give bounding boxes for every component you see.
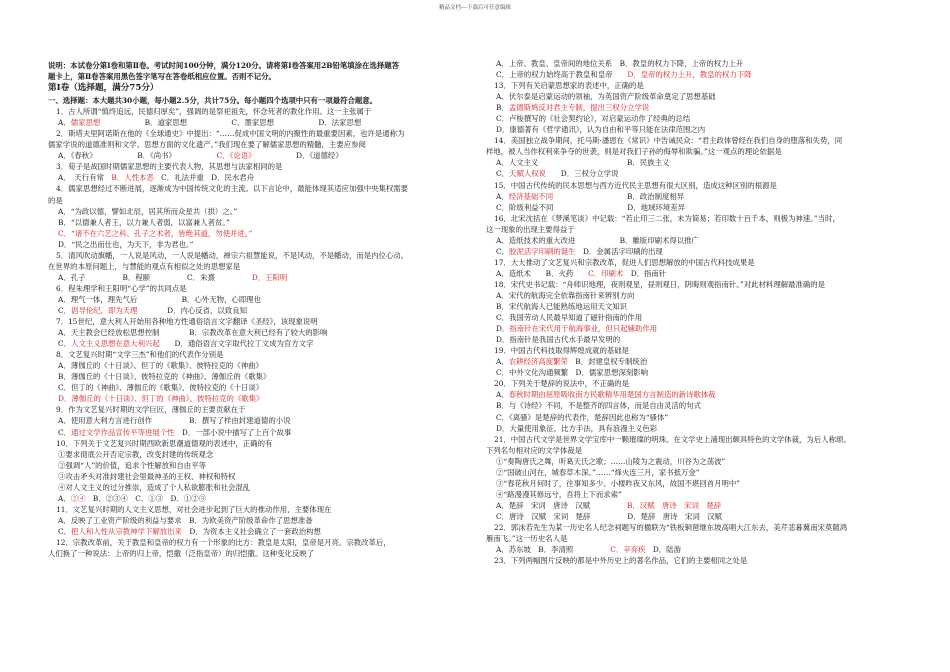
text-span: 指南针在宋代用于航海事业，但只起辅助作用 bbox=[509, 324, 658, 334]
right-line: ③“春花秋月何时了，往事知多少。小楼昨夜又东风，故国不堪回首月明中” bbox=[496, 478, 741, 488]
right-line: D．大量使用象征、比方手法，具有浪漫主义色彩 bbox=[496, 423, 658, 433]
right-line bbox=[486, 246, 916, 257]
text-span: A． bbox=[496, 390, 509, 400]
left-line: 儒家学说的道德准则和文学、思想方面的文化遗产。”我们现在要了解儒家思想的精髓，主要应参阅 bbox=[48, 140, 366, 150]
right-line: 这一现象的出现主要得益于 bbox=[486, 224, 575, 234]
right-line: 17．大大推动了文艺复兴和宗教改革，促进人们思想解放的中国古代科技成果是 bbox=[494, 257, 755, 267]
right-line: C．唐诗 汉赋 宋词 楚辞 D．楚辞 唐诗 宋词 汉赋 bbox=[496, 511, 722, 521]
left-line: 4．儒家思想经过不断进展，逐渐成为中国传统文化的主流。以下言论中，最能体现其适应加强中央集权需要 bbox=[56, 184, 409, 194]
left-line: ①要求彻底公开否定宗教，改变封建的传统观念 bbox=[58, 449, 214, 459]
text-span: D．三权分立学说 bbox=[546, 169, 619, 179]
left-line bbox=[48, 305, 474, 316]
text-span: A．造纸术 B．火药 bbox=[496, 268, 589, 278]
text-span: C．印刷术 bbox=[588, 268, 624, 278]
right-line: 下列名句相对应的文学体裁是 bbox=[486, 445, 583, 455]
right-line bbox=[486, 102, 916, 113]
right-line bbox=[486, 323, 916, 334]
right-line: C．卢梭撰写的《社会契约论》，对启蒙运动作了经典的总结 bbox=[496, 114, 691, 124]
left-line bbox=[48, 526, 474, 537]
left-line: 5．清风吹动旗幡，一人说是风动，一人说是幡动，禅宗六祖慧能说，不是风动，不是幡动，而是内位心动。 bbox=[56, 250, 409, 260]
left-line: 说明：本试卷分第Ⅰ卷和第Ⅱ卷。考试时间100分钟，满分120分。请将第Ⅰ卷答案用2B铅笔填涂在选择题答 bbox=[48, 61, 400, 70]
text-span: A．孔子 B．程颐 C．朱熹 bbox=[58, 272, 252, 282]
left-line: ②强调“人”的价值，追求个性解放和自由平等 bbox=[58, 460, 206, 470]
text-span: D．陆游 bbox=[645, 545, 681, 555]
right-line: 20．下列关于楚辞的说法中，不正确的是 bbox=[494, 379, 630, 389]
left-line: A．薄伽丘的《十日谈》、但丁的《歌集》、彼特拉克的《神曲》 bbox=[58, 361, 263, 371]
text-span: 农耕经济高度繁荣 bbox=[508, 357, 568, 367]
right-line: ①“奏陶唐氏之舞，听葛天氏之歌；……山陵为之震动，川谷为之荡波” bbox=[496, 456, 726, 466]
left-line: B．薄伽丘的《十日谈》、彼特拉克的《神曲》、薄伽丘的《歌集》 bbox=[58, 372, 271, 382]
text-span: A． bbox=[496, 191, 509, 201]
text-span: C．上帝的权力始终高于教皇和皇帝 bbox=[496, 70, 628, 80]
right-line bbox=[486, 544, 916, 555]
text-span: C． bbox=[58, 427, 72, 437]
left-line: 题卡上，第Ⅱ卷答案用黑色签字笔写在答卷纸相应位置。否则不记分。 bbox=[48, 72, 276, 82]
right-line bbox=[486, 268, 916, 279]
right-line: D．指南针是我国古代水手最早发明的 bbox=[496, 335, 621, 345]
text-span: 天赋人权说 bbox=[509, 169, 547, 179]
right-line: C．中外文化沟通频繁 D．儒家思想深刻影响 bbox=[496, 368, 649, 378]
text-span: C． bbox=[496, 246, 510, 256]
left-column bbox=[48, 60, 474, 559]
text-span: C． bbox=[496, 169, 510, 179]
left-line: 10．下列关于文艺复兴时期西欧新思潮道德观的表述中，正确的有 bbox=[56, 438, 273, 448]
left-line: 人们换了一种说法：上帝的归上帝，恺撒（泛指皇帝）的归恺撒。这种变化反映了 bbox=[48, 549, 315, 559]
left-line: 11．文艺复兴时期的人文主义思想，对社会进步起到了巨大的推动作用，主要体现在 bbox=[56, 504, 332, 514]
left-line: D．“民之出而仕也，为天下，非为君也。” bbox=[58, 239, 194, 249]
text-span: D．内心反省，以致良知 bbox=[137, 305, 247, 315]
text-span: C．《论语》 bbox=[216, 151, 252, 161]
text-span: D．为资本主义社会确立了一套政治构想 bbox=[181, 526, 321, 536]
text-span: 通过文学作品宣传平等进展个性 bbox=[71, 427, 175, 437]
text-span: D． bbox=[496, 324, 510, 334]
right-line: B．与《诗经》不同，不是整齐的四言体，而是自由灵活的句式 bbox=[496, 401, 701, 411]
text-span: C． bbox=[58, 305, 72, 315]
text-span: 人文主义思想在意大利兴起 bbox=[71, 339, 160, 349]
left-line: 7．15世纪，意大利人开始用各种地方性通俗语言文字翻译《圣经》，该现象说明 bbox=[56, 317, 318, 327]
left-line: B．“以德兼人者王，以力兼人者弱，以富兼人者贫。” bbox=[58, 217, 230, 227]
left-line: 的是 bbox=[48, 195, 63, 205]
right-line: 15．中国古代传统的民本思想与西方近代民主思想有很大区别，造成这种区别的根源是 bbox=[494, 180, 777, 190]
text-span: B．封建皇权专制统治 bbox=[567, 357, 648, 367]
right-line: 21．中国古代文学是世界文学宝库中一颗璀璨的明珠。在文学史上涌现出颇具特色的文学体裁，为后人称颂。 bbox=[494, 434, 851, 444]
right-line: 16．北宋沈括在《梦溪笔谈》中记载：“若止印三二张，未为简易；若印数十百千本，则极为神速。”当时， bbox=[494, 213, 840, 223]
right-line bbox=[486, 168, 916, 179]
left-line: C．“诸不在六艺之科、孔子之术者，皆绝其道，勿使并进。” bbox=[58, 228, 253, 238]
text-span: D．《道德经》 bbox=[251, 151, 343, 161]
left-line: 2．斯塔夫里阿诺斯在他的《全球通史》中提出：“……促成中国文明的内聚性的最重要因素，也许是通称为 bbox=[56, 129, 405, 139]
text-span: A． bbox=[496, 357, 509, 367]
right-line bbox=[486, 69, 916, 80]
page-header: 精品文档---下载后可任意编辑 bbox=[439, 5, 511, 11]
left-line: ④对人文主义的过分推崇，造成了个人私欲膨胀和社会混乱 bbox=[58, 482, 251, 492]
left-line: A．使用意大利方言进行创作 B．撰写了样由封建道德的小说 bbox=[58, 416, 291, 426]
text-span: A． 天行有常 bbox=[58, 173, 112, 183]
text-span: C． bbox=[58, 339, 72, 349]
right-line: A．造纸技术的重大改进 B．雕版印刷术得以推广 bbox=[496, 235, 699, 245]
text-span: 春秋时期由屈原吸收南方民歌精华用楚国方言制造的新诗歌体裁 bbox=[508, 390, 716, 400]
left-line bbox=[48, 427, 474, 438]
left-line: D．薄伽丘的《十日谈》、但丁的《神曲》、彼特拉克的《歌集》 bbox=[58, 394, 264, 404]
text-span: 孟德斯鸠反对君主专制，提出三权分立学说 bbox=[508, 103, 650, 113]
left-line: 第Ⅰ卷（选择题，满分75分） bbox=[48, 83, 159, 94]
left-line: 9．作为文艺复兴时期的文学巨匠，薄伽丘的主要贡献在于 bbox=[56, 405, 246, 415]
left-line: A．“为政以德，譬如北辰，居其所而众星共（拱）之。” bbox=[58, 206, 238, 216]
left-line bbox=[48, 338, 474, 349]
text-span: B．政治制度相异 bbox=[553, 191, 685, 201]
text-span: A．苏东坡 B．李清照 bbox=[496, 545, 611, 555]
right-column bbox=[486, 58, 916, 566]
right-line: C．《离骚》是楚辞的代表作，楚辞因此也称为“骚体” bbox=[496, 412, 669, 422]
right-line bbox=[486, 356, 916, 367]
right-line: ②“国破山河在，城春草木深。”……“烽火连三月，家书抵万金” bbox=[496, 467, 700, 477]
left-line bbox=[48, 172, 474, 183]
right-line: D．康德著有《哲学通讯》，认为自由和平等只能在法律范围之内 bbox=[496, 125, 706, 135]
left-line bbox=[48, 272, 474, 283]
text-span: 胶泥活字印刷的诞生 bbox=[509, 246, 576, 256]
text-span: A． bbox=[58, 493, 71, 503]
text-span: A．楚辞 宋词 唐诗 汉赋 bbox=[496, 500, 627, 510]
text-span: C．辛弃疾 bbox=[610, 545, 646, 555]
right-line bbox=[486, 389, 916, 400]
text-span: D．通俗语言文字取代拉丁文成为官方文字 bbox=[159, 339, 314, 349]
text-span: B．汉赋 唐诗 宋词 楚辞 bbox=[626, 500, 722, 510]
text-span: B．人性本恶 bbox=[111, 173, 154, 183]
right-line: C．我国劳动人民最早知道了磁针指南的作用 bbox=[496, 313, 643, 323]
left-line: 1．古人所谓“慎终追远，民德归厚矣”，强调的是祭祀祖先，怀念死者的教化作用。这一主张属于 bbox=[56, 107, 372, 117]
left-line: A．理气一体，理先气后 B．心外无物，心即理也 bbox=[58, 294, 261, 304]
text-span: B．②③④ C．①③ D．①②③ bbox=[85, 493, 207, 503]
text-span: 儒家思想 bbox=[70, 118, 101, 128]
right-line: 23．下列两幅图片反映的都是中外历史上的著名作品，它们的主要相同之处是 bbox=[494, 556, 748, 566]
text-span: C．礼法并重 D．民水君舟 bbox=[153, 173, 255, 183]
left-line bbox=[48, 493, 474, 504]
left-line: ③攻击矛头对准封建社会里最神圣的王权、神权和特权 bbox=[58, 471, 236, 481]
right-line: 14．美国独立战争期间，托马斯·潘恩在《常识》中告诫民众：“君主政体曾经在我们自身的堕落和失势，同 bbox=[494, 136, 843, 146]
left-line: 在世界的本原问题上，与慧能的观点有相似之处的思想家是 bbox=[48, 261, 241, 271]
right-line bbox=[486, 500, 916, 511]
left-line: 3．荀子是战国时期儒家思想的主要代表人物，其思想与法家相同的是 bbox=[56, 162, 283, 172]
text-span: A．《春秋》 B．《尚书》 bbox=[58, 151, 217, 161]
text-span: D．王阳明 bbox=[251, 272, 288, 282]
text-span: D．皇帝的权力上升，教皇的权力下降 bbox=[627, 70, 752, 80]
text-span: 倡导伦纪，即为天理 bbox=[71, 305, 138, 315]
right-line: A．宋代的航海完全依靠指南针来辨别方向 bbox=[496, 290, 635, 300]
right-line: 18．宋代史书记载：“舟师识地理，夜则观星，昼则观日，阴晦则观指南针。”对此材料理解最准确的是 bbox=[494, 279, 826, 289]
right-line: 22．郭沫若先生为某一历史名人纪念祠题写的楹联为“铁板铜琶继东坡高唱大江东去，美芹悲暮冀南宋莫随鸿 bbox=[494, 522, 848, 532]
left-line: 12．宗教改革前，关于教皇和皇帝的权力有一个形象的比方：教皇是太阳，皇帝是月亮。宗教改革后， bbox=[56, 537, 391, 547]
left-line: A．天主教会已经放松思想控制 B．宗教改革在意大利已经有了较大的影响 bbox=[58, 328, 328, 338]
text-span: B．道家思想 C．墨家思想 D．法家思想 bbox=[100, 118, 362, 128]
text-span: D．指南针 bbox=[623, 268, 667, 278]
text-span: 经济基础不同 bbox=[508, 191, 554, 201]
text-span: C． bbox=[58, 526, 72, 536]
right-line: ④“路漫漫其修远兮，吾将上下而求索” bbox=[496, 489, 622, 499]
text-span: D．金属活字印刷的出现 bbox=[575, 246, 663, 256]
right-line: A．上帝、教皇、皇帝间的地位关系 B．教皇的权力下降，上帝的权力上升 bbox=[496, 59, 744, 68]
text-span: B． bbox=[496, 103, 509, 113]
right-line bbox=[486, 191, 916, 202]
left-line: 6．程朱理学和王阳明“心学”的共同点是 bbox=[56, 283, 187, 293]
right-line: A．人文主义 B．民族主义 bbox=[496, 158, 670, 168]
right-line: A．伏尔泰是启蒙运动的领袖，为英国资产阶级革命奠定了思想基础 bbox=[496, 92, 716, 102]
left-line: A．反映了工业资产阶级的利益与要求 B．为欧美资产阶级革命作了思想准备 bbox=[58, 515, 313, 525]
right-line: C．阶级利益不同 D．地域环境差异 bbox=[496, 202, 685, 212]
left-line: 8．文艺复兴时期“文学三杰”和他们的代表作分别是 bbox=[56, 350, 224, 360]
right-line: 样地，被人当作权利来争夺的世袭，则是对我们子孙的侮辱和欺骗。”这一观点的理论依据是 bbox=[486, 147, 782, 157]
right-line: 雁南飞。”这一历史名人是 bbox=[486, 534, 568, 544]
left-line: C．但丁的《神曲》、薄伽丘的《歌集》、彼特拉克的《十日谈》 bbox=[58, 383, 264, 393]
text-span: A． bbox=[58, 118, 71, 128]
text-span: 把人和人性从宗教神学下解放出来 bbox=[71, 526, 182, 536]
left-line: 一、选择题：本大题共30小题，每小题2.5分，共计75分。每小题四个选项中只有一项最符合题意。 bbox=[48, 96, 378, 106]
text-span: D．一部小说中描写了上百个故事 bbox=[174, 427, 292, 437]
right-line: 19．中国古代科技取得辉煌成就的基础是 bbox=[494, 346, 630, 356]
right-line: 13．下列有关启蒙思想家的表述中，正确的是 bbox=[494, 81, 644, 91]
right-line: B．宋代航海人已能熟练地运用天文知识 bbox=[496, 302, 628, 312]
left-line bbox=[48, 117, 474, 128]
left-line bbox=[48, 150, 474, 161]
text-span: ②④ bbox=[70, 493, 86, 503]
